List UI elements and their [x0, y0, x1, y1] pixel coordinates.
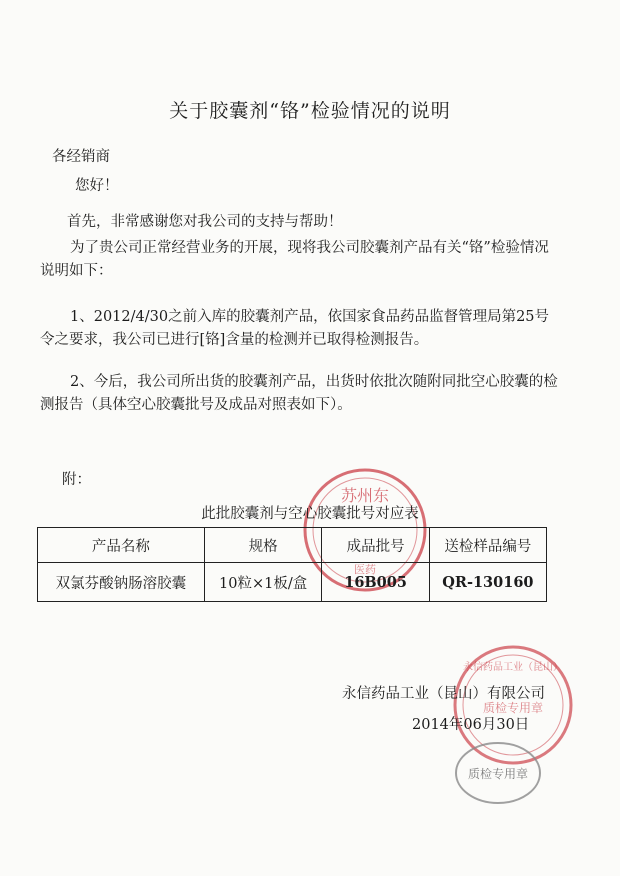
signature-date: 2014年06月30日 [412, 717, 530, 733]
greeting: 您好！ [75, 178, 119, 194]
distributor-seal-text: 苏州东 [340, 486, 390, 505]
cell-batch-no: 16B005 [322, 563, 429, 602]
cell-spec: 10粒×1板/盒 [204, 563, 322, 602]
paragraph-item-2-text: 2、今后，我公司所出货的胶囊剂产品，出货时依批次随附同批空心胶囊的检测报告（具体空心胶囊批号及成品对照表如下）。 [40, 374, 558, 413]
paragraph-item-2 [40, 371, 560, 417]
qc-stamp [452, 738, 544, 808]
batch-table [37, 527, 547, 602]
cell-sample-no: QR-130160 [429, 563, 546, 602]
document-title: 关于胶囊剂“铬”检验情况的说明 [169, 100, 451, 122]
paragraph-item-1 [40, 306, 560, 352]
paragraph-intro-text: 为了贵公司正常经营业务的开展，现将我公司胶囊剂产品有关“铬”检验情况说明如下： [40, 240, 549, 279]
paragraph-item-1-text: 1、2012/4/30之前入库的胶囊剂产品，依国家食品药品监督管理局第25号令之要求，我公司已进行[铬]含量的检测并已取得检测报告。 [40, 309, 550, 348]
signature-company: 永信药品工业（昆山）有限公司 [342, 686, 545, 702]
table-row [38, 563, 547, 602]
paragraph-thanks: 首先，非常感谢您对我公司的支持与帮助！ [67, 214, 343, 230]
attachment-label: 附： [62, 472, 91, 488]
paragraph-intro [40, 237, 560, 283]
header-spec: 规格 [204, 528, 322, 563]
header-product-name: 产品名称 [38, 528, 205, 563]
company-seal-text: 永信药品工业（昆山） [463, 662, 563, 673]
header-batch-no: 成品批号 [322, 528, 429, 563]
table-caption: 此批胶囊剂与空心胶囊批号对应表 [201, 506, 419, 522]
qc-stamp-text: 质检专用章 [467, 767, 529, 781]
cell-product-name: 双氯芬酸钠肠溶胶囊 [38, 563, 205, 602]
distributor-seal-sub: 医药 [354, 563, 376, 576]
table-header-row [38, 528, 547, 563]
header-sample-no: 送检样品编号 [429, 528, 546, 563]
salutation: 各经销商 [52, 149, 110, 165]
company-seal-center: 质检专用章 [482, 701, 544, 715]
